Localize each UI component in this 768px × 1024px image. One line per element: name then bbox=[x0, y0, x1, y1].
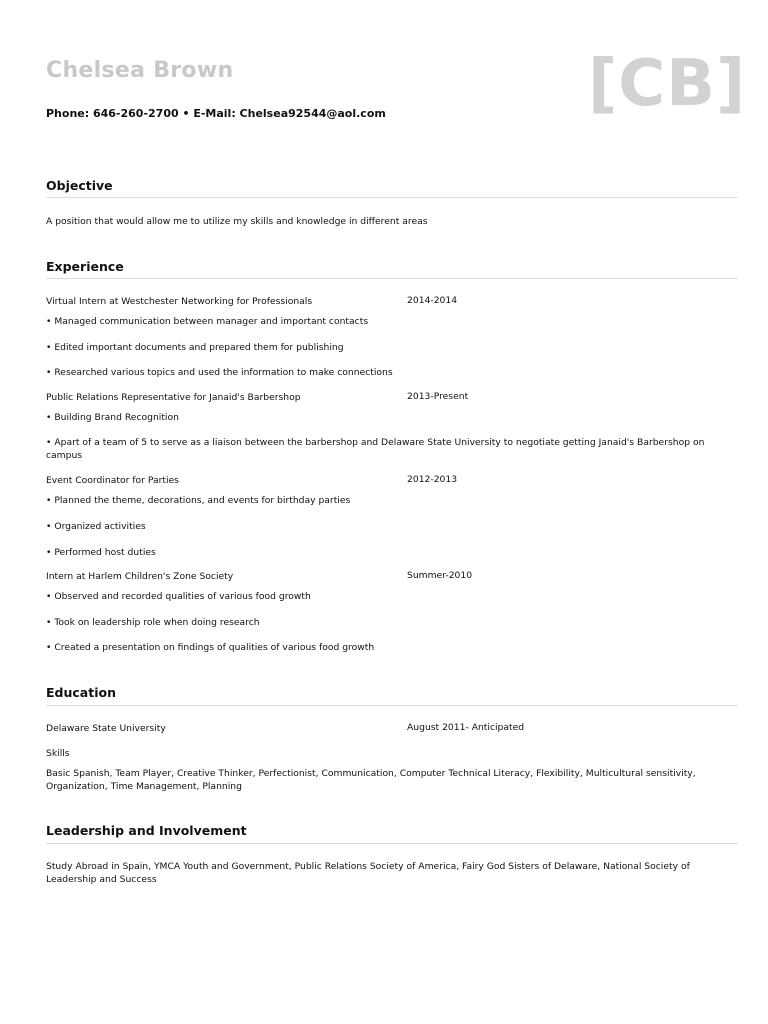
objective-divider bbox=[46, 197, 738, 198]
job-dates: Summer-2010 bbox=[407, 570, 473, 581]
job-title: Virtual Intern at Westchester Networking for Professionals bbox=[46, 296, 313, 307]
job-bullet: • Planned the theme, decorations, and events for birthday parties bbox=[46, 495, 351, 506]
experience-heading: Experience bbox=[46, 259, 124, 274]
job-dates: 2014-2014 bbox=[407, 295, 458, 306]
objective-heading: Objective bbox=[46, 178, 113, 193]
job-bullet: • Edited important documents and prepared them for publishing bbox=[46, 342, 344, 353]
job-bullet: • Created a presentation on findings of qualities of various food growth bbox=[46, 642, 375, 653]
job-bullet: • Building Brand Recognition bbox=[46, 412, 179, 423]
objective-text: A position that would allow me to utilize my skills and knowledge in different areas bbox=[46, 216, 428, 227]
job-bullet: • Apart of a team of 5 to serve as a liaison between the barbershop and Delaware State University to negotiate getting Janaid's Barbershop on campus bbox=[46, 437, 705, 461]
education-divider bbox=[46, 705, 738, 706]
education-heading: Education bbox=[46, 685, 116, 700]
job-bullet: • Managed communication between manager and important contacts bbox=[46, 316, 369, 327]
school-name: Delaware State University bbox=[46, 723, 166, 734]
job-title: Public Relations Representative for Janaid's Barbershop bbox=[46, 392, 301, 403]
resume-name: Chelsea Brown bbox=[46, 58, 234, 83]
job-bullet: • Observed and recorded qualities of various food growth bbox=[46, 591, 311, 602]
job-title: Event Coordinator for Parties bbox=[46, 475, 179, 486]
skills-text: Basic Spanish, Team Player, Creative Thinker, Perfectionist, Communication, Computer Technical Literacy, Flexibility, Multicultural sensitivity, Organization, Time Management, Planning bbox=[46, 768, 696, 792]
monogram: [CB] bbox=[588, 47, 747, 121]
job-bullet: • Organized activities bbox=[46, 521, 146, 532]
experience-divider bbox=[46, 278, 738, 279]
skills-label: Skills bbox=[46, 748, 70, 759]
job-bullet: • Took on leadership role when doing research bbox=[46, 617, 260, 628]
education-dates: August 2011- Anticipated bbox=[407, 722, 525, 733]
leadership-text: Study Abroad in Spain, YMCA Youth and Government, Public Relations Society of America, Fairy God Sisters of Delaware, National Society of Leadership and Success bbox=[46, 861, 690, 885]
job-bullet: • Performed host duties bbox=[46, 547, 156, 558]
job-dates: 2013-Present bbox=[407, 391, 469, 402]
leadership-heading: Leadership and Involvement bbox=[46, 823, 247, 838]
contact-line: Phone: 646-260-2700 • E-Mail: Chelsea92544@aol.com bbox=[46, 107, 386, 120]
leadership-divider bbox=[46, 843, 738, 844]
job-title: Intern at Harlem Children's Zone Society bbox=[46, 571, 234, 582]
job-dates: 2012-2013 bbox=[407, 474, 458, 485]
job-bullet: • Researched various topics and used the information to make connections bbox=[46, 367, 393, 378]
